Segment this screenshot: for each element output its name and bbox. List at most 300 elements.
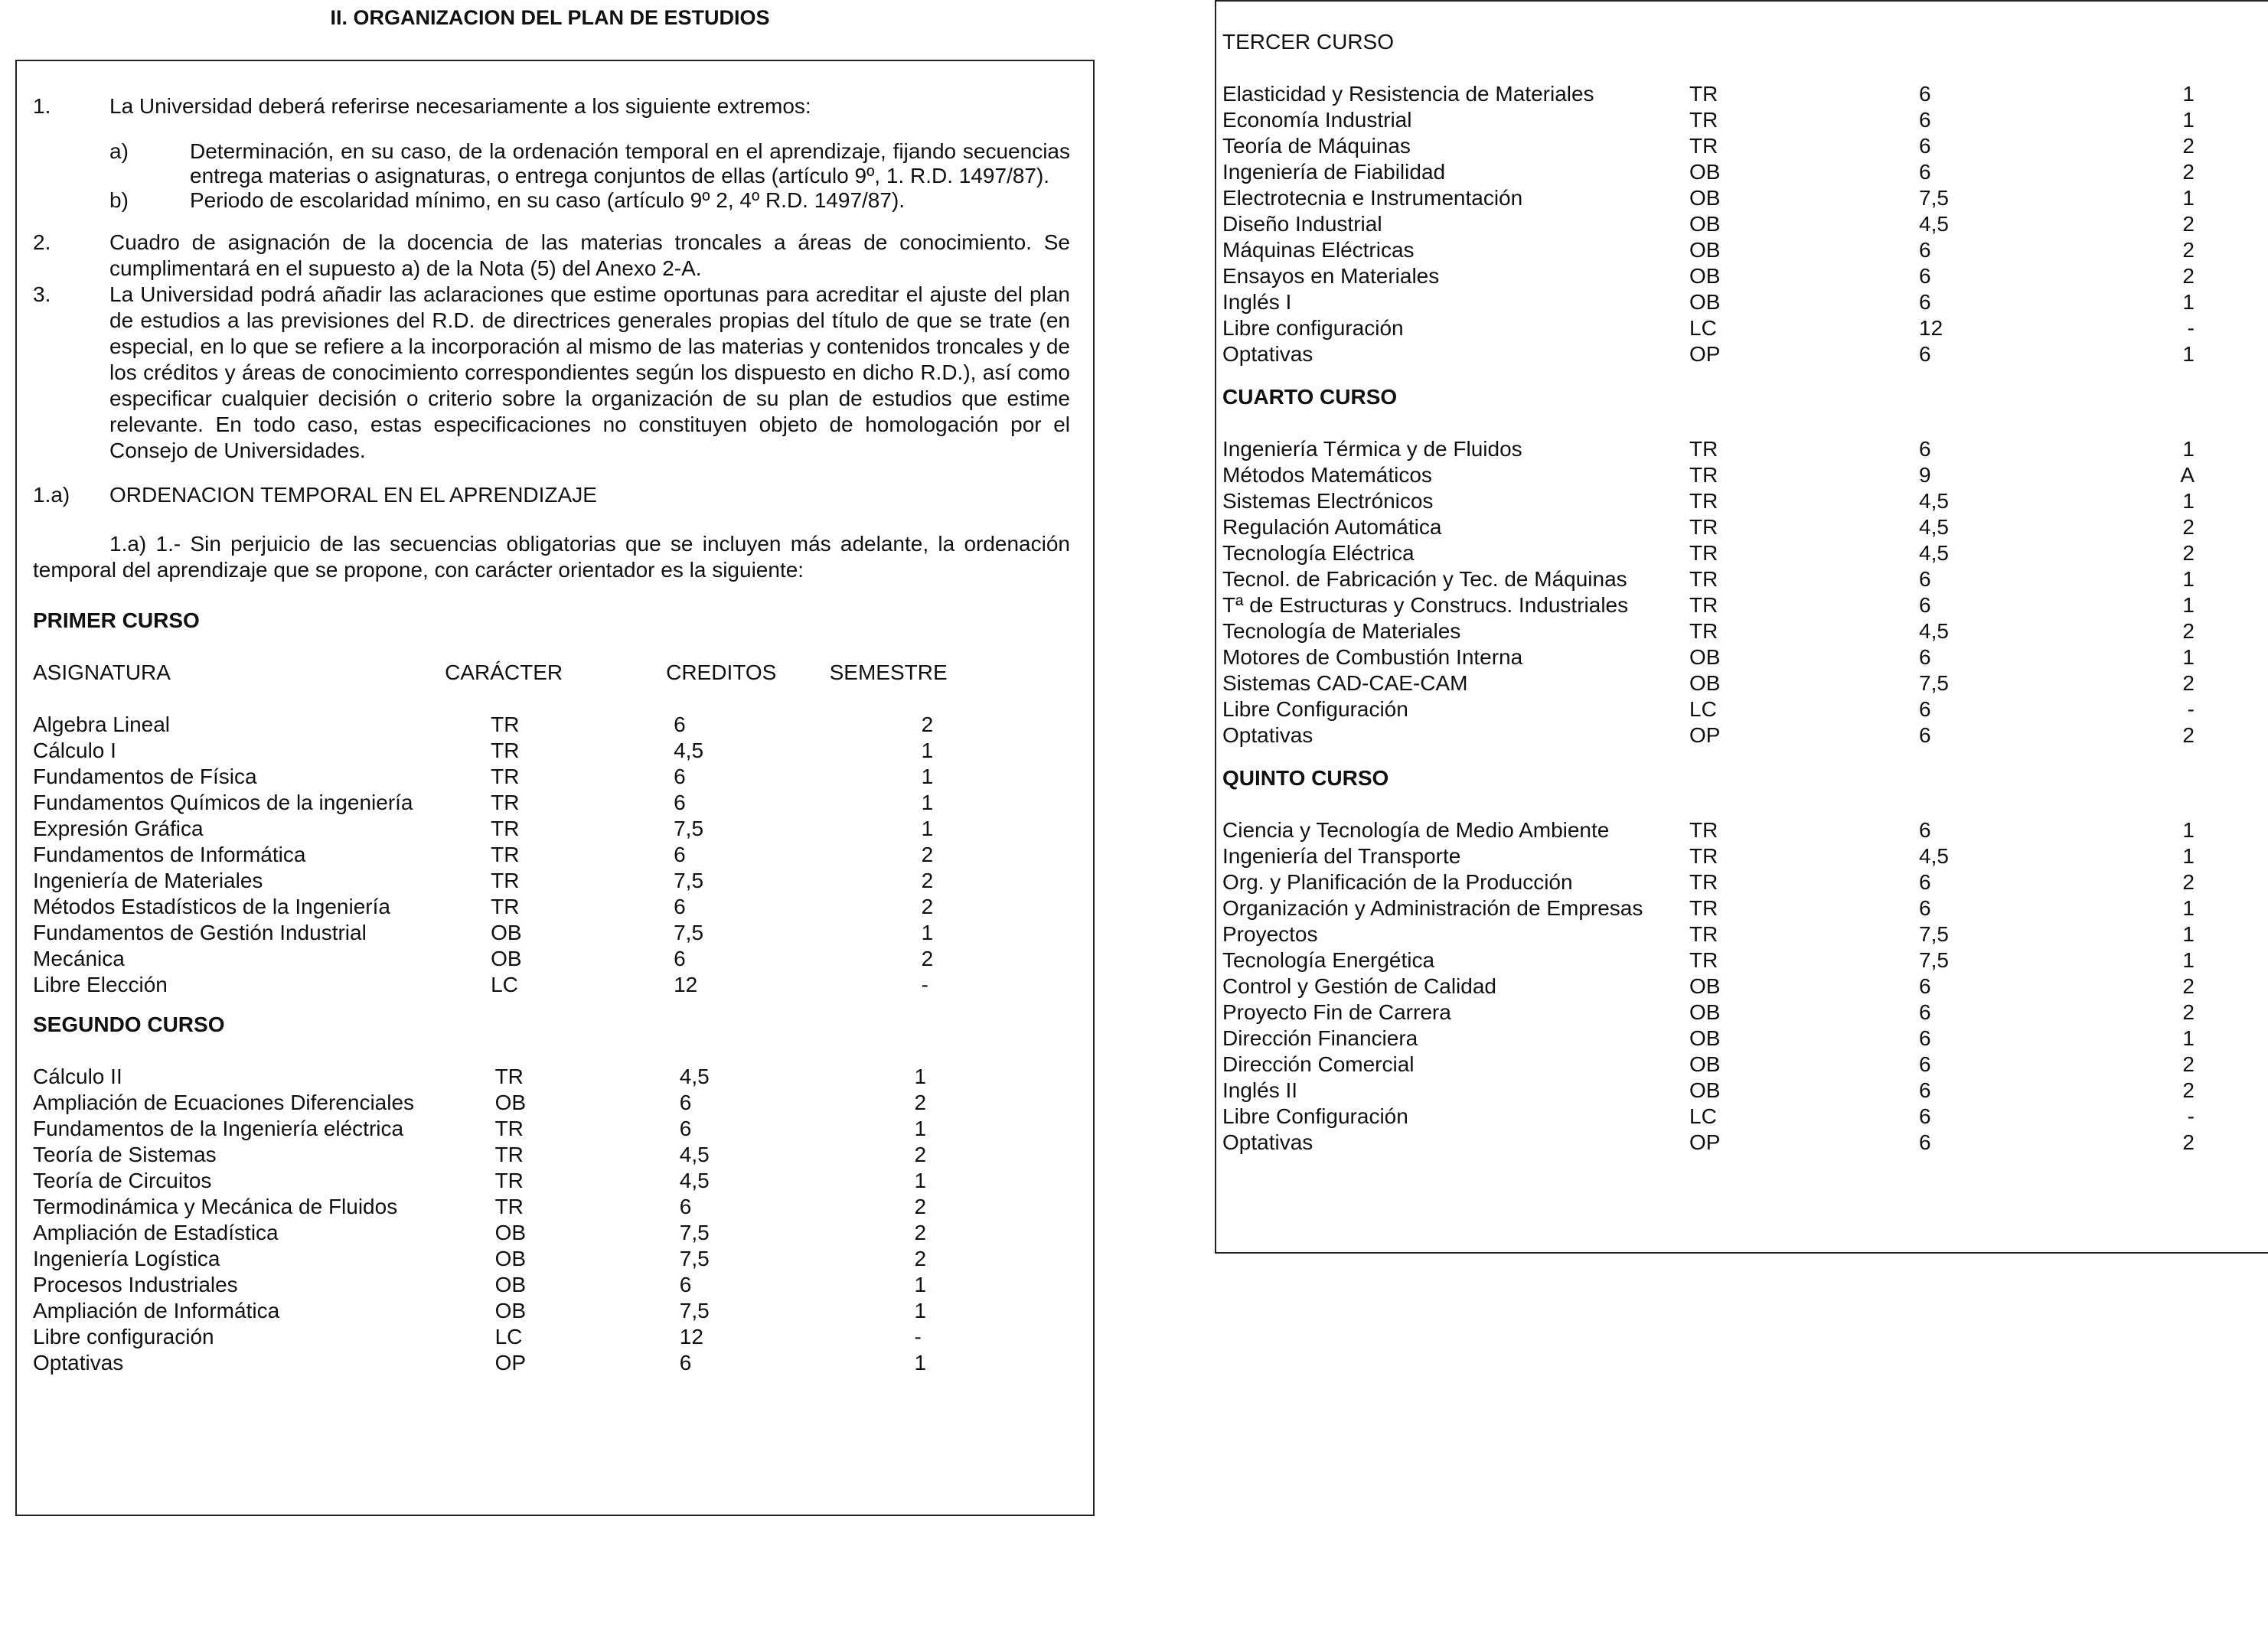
semester-cell: -: [914, 1325, 922, 1348]
character-cell: LC: [1689, 1104, 1717, 1128]
credits-cell: 7,5: [679, 1221, 710, 1244]
item-3: [33, 282, 1070, 464]
subject-cell: Optativas: [1222, 723, 1313, 747]
subject-cell: Elasticidad y Resistencia de Materiales: [1222, 82, 1594, 106]
subitem-letter: b): [109, 188, 129, 212]
credits-cell: 6: [1919, 974, 1931, 998]
character-cell: OP: [494, 1351, 527, 1374]
subitem-letter: a): [109, 139, 129, 163]
character-cell: OB: [494, 1221, 527, 1244]
table-row: [33, 1064, 1036, 1090]
subject-cell: Ampliación de Ecuaciones Diferenciales: [33, 1091, 415, 1114]
character-cell: TR: [1689, 922, 1718, 946]
header-credits: CREDITOS: [666, 660, 777, 684]
semester-cell: 1: [914, 1351, 927, 1374]
character-cell: TR: [1689, 515, 1718, 539]
table-row: [1222, 1078, 2195, 1104]
credits-cell: 6: [679, 1195, 692, 1218]
character-cell: TR: [1689, 463, 1718, 487]
table-row: [1222, 592, 2195, 618]
item-1: [33, 93, 1070, 119]
year-heading: SEGUNDO CURSO: [33, 1013, 225, 1036]
table-row: [33, 868, 1036, 894]
subject-cell: Tecnología de Materiales: [1222, 619, 1461, 643]
subject-cell: Economía Industrial: [1222, 108, 1412, 132]
subject-cell: Sistemas Electrónicos: [1222, 489, 1434, 513]
semester-cell: 1: [2182, 108, 2195, 132]
character-cell: TR: [1689, 567, 1718, 591]
semester-cell: 2: [2182, 541, 2195, 565]
item-text: La Universidad deberá referirse necesariamente a los siguiente extremos:: [109, 94, 811, 118]
semester-cell: A: [2180, 463, 2195, 487]
semester-cell: 1: [2182, 342, 2195, 366]
subject-cell: Libre configuración: [33, 1325, 214, 1348]
year-heading: PRIMER CURSO: [33, 608, 200, 632]
subject-cell: Mecánica: [33, 947, 125, 970]
character-cell: OB: [1689, 1078, 1721, 1102]
table-row: [33, 712, 1036, 738]
table-row: [1222, 670, 2195, 696]
table-row: [1222, 81, 2195, 107]
subject-cell: Tecnol. de Fabricación y Tec. de Máquinas: [1222, 567, 1627, 591]
subject-cell: Teoría de Máquinas: [1222, 134, 1411, 158]
credits-cell: 6: [1919, 437, 1931, 461]
credits-cell: 6: [674, 947, 686, 970]
table-row: [1222, 869, 2195, 895]
primer-curso-table: [33, 660, 1036, 998]
credits-cell: 7,5: [679, 1299, 710, 1322]
credits-cell: 4,5: [679, 1169, 710, 1192]
table-row: [1222, 341, 2195, 367]
semester-cell: 2: [2182, 619, 2195, 643]
section-title: ORDENACION TEMPORAL EN EL APRENDIZAJE: [109, 483, 597, 507]
table-row: [1222, 1130, 2195, 1156]
character-cell: TR: [491, 765, 520, 788]
item-text: Cuadro de asignación de la docencia de las materias troncales a áreas de conocimiento. Se cumplimentará en el supuesto a) de la Nota (5) del Anexo 2-A.: [109, 230, 1070, 280]
table-row: [33, 946, 1036, 972]
subject-cell: Ampliación de Estadística: [33, 1221, 279, 1244]
segundo-curso-table: [33, 1064, 1036, 1376]
semester-cell: 2: [2182, 974, 2195, 998]
character-cell: OP: [1689, 342, 1721, 366]
semester-cell: -: [2187, 697, 2195, 721]
table-row: [1222, 843, 2195, 869]
table-row: [1222, 436, 2195, 462]
semester-cell: 1: [2182, 896, 2195, 920]
semester-cell: 1: [2182, 593, 2195, 617]
credits-cell: 6: [674, 895, 686, 918]
character-cell: TR: [491, 895, 520, 918]
character-cell: OB: [494, 1299, 527, 1322]
subject-cell: Org. y Planificación de la Producción: [1222, 870, 1573, 894]
table-row: [1222, 921, 2195, 947]
year-heading: CUARTO CURSO: [1222, 385, 1398, 409]
table-row: [1222, 566, 2195, 592]
credits-cell: 4,5: [674, 739, 704, 762]
credits-cell: 6: [1919, 134, 1931, 158]
subject-cell: Métodos Matemáticos: [1222, 463, 1432, 487]
subject-cell: Proyectos: [1222, 922, 1318, 946]
character-cell: OB: [1689, 186, 1721, 210]
semester-cell: 2: [914, 1143, 927, 1166]
character-cell: TR: [1689, 489, 1718, 513]
credits-cell: 12: [679, 1325, 703, 1348]
character-cell: TR: [491, 869, 520, 892]
character-cell: LC: [491, 973, 518, 996]
semester-cell: 1: [921, 791, 934, 814]
semester-cell: 2: [2182, 264, 2195, 288]
character-cell: OB: [1689, 974, 1721, 998]
table-row: [1222, 644, 2195, 670]
semester-cell: 2: [2182, 1000, 2195, 1024]
subject-cell: Fundamentos de Informática: [33, 843, 306, 866]
credits-cell: 4,5: [679, 1065, 710, 1088]
credits-cell: 6: [1919, 264, 1931, 288]
credits-cell: 6: [1919, 723, 1931, 747]
header-character: CARÁCTER: [445, 660, 563, 684]
subitem-text: Periodo de escolaridad mínimo, en su caso (artículo 9º 2, 4º R.D. 1497/87).: [190, 188, 906, 212]
semester-cell: 2: [2182, 1078, 2195, 1102]
credits-cell: 7,5: [1919, 922, 1949, 946]
credits-cell: 4,5: [1919, 515, 1949, 539]
character-cell: TR: [491, 817, 520, 840]
character-cell: TR: [1689, 818, 1718, 842]
subject-cell: Teoría de Circuitos: [33, 1169, 212, 1192]
subject-cell: Teoría de Sistemas: [33, 1143, 217, 1166]
character-cell: OB: [1689, 160, 1721, 184]
semester-cell: 2: [921, 947, 934, 970]
subject-cell: Diseño Industrial: [1222, 212, 1382, 236]
table-row: [33, 764, 1036, 790]
table-row: [33, 1116, 1036, 1142]
subject-cell: Motores de Combustión Interna: [1222, 645, 1523, 669]
semester-cell: 1: [2182, 645, 2195, 669]
semester-cell: 2: [2182, 134, 2195, 158]
semester-cell: 1: [921, 817, 934, 840]
semester-cell: 1: [2182, 948, 2195, 972]
table-row: [33, 738, 1036, 764]
credits-cell: 6: [674, 791, 686, 814]
table-row: [1222, 1052, 2195, 1078]
semester-cell: 2: [2182, 515, 2195, 539]
semester-cell: 2: [914, 1091, 927, 1114]
subject-cell: Tecnología Energética: [1222, 948, 1435, 972]
semester-cell: 1: [2182, 437, 2195, 461]
table-row: [1222, 237, 2195, 263]
item-text: La Universidad podrá añadir las aclaraciones que estime oportunas para acreditar el ajuste del plan de estudios a las previsiones del R.D. de directrices generales propias del título de que se trate (en especial, en lo que se refiere a la incorporación al mismo de las materias y contenidos troncales y de los créditos y áreas de conocimiento correspondientes según los dispuesto en dicho R.D.), así como especificar cualquier decisión o criterio sobre la organización de su plan de estudios que estime relevante. En todo caso, estas especificaciones no constituyen objeto de homologación por el Consejo de Universidades.: [109, 282, 1070, 462]
table-row: [1222, 618, 2195, 644]
credits-cell: 4,5: [1919, 212, 1949, 236]
character-cell: TR: [1689, 437, 1718, 461]
character-cell: OB: [1689, 238, 1721, 262]
table-row: [1222, 133, 2195, 159]
credits-cell: 6: [1919, 1078, 1931, 1102]
semester-cell: 1: [914, 1299, 927, 1322]
character-cell: OB: [1689, 1052, 1721, 1076]
semester-cell: 2: [2182, 1052, 2195, 1076]
credits-cell: 6: [1919, 818, 1931, 842]
table-row: [1222, 1026, 2195, 1052]
subject-cell: Tecnología Eléctrica: [1222, 541, 1415, 565]
subject-cell: Dirección Financiera: [1222, 1026, 1418, 1050]
table-row: [1222, 488, 2195, 514]
semester-cell: 2: [914, 1247, 927, 1270]
credits-cell: 7,5: [1919, 186, 1949, 210]
table-row: [1222, 817, 2195, 843]
character-cell: OB: [494, 1091, 527, 1114]
left-column: [33, 93, 1070, 1376]
subject-cell: Regulación Automática: [1222, 515, 1442, 539]
semester-cell: 1: [921, 739, 934, 762]
character-cell: TR: [1689, 896, 1718, 920]
table-row: [33, 1168, 1036, 1194]
subject-cell: Cálculo II: [33, 1065, 122, 1088]
semester-cell: 1: [914, 1169, 927, 1192]
table-row: [33, 1272, 1036, 1298]
semester-cell: 1: [921, 921, 934, 944]
subject-cell: Procesos Industriales: [33, 1273, 238, 1296]
subject-cell: Inglés I: [1222, 290, 1292, 314]
character-cell: OB: [494, 1273, 527, 1296]
semester-cell: 2: [921, 869, 934, 892]
credits-cell: 12: [1919, 316, 1943, 340]
credits-cell: 6: [674, 713, 686, 736]
intro-paragraph: 1.a) 1.- Sin perjuicio de las secuencias obligatorias que se incluyen más adelante, la ordenación temporal del aprendizaje que se propone, con carácter orientador es la siguiente:: [33, 532, 1070, 582]
character-cell: TR: [1689, 541, 1718, 565]
credits-cell: 4,5: [679, 1143, 710, 1166]
credits-cell: 6: [1919, 342, 1931, 366]
credits-cell: 4,5: [1919, 844, 1949, 868]
item-number: 2.: [33, 230, 51, 254]
credits-cell: 6: [1919, 1000, 1931, 1024]
semester-cell: 2: [2182, 212, 2195, 236]
character-cell: TR: [494, 1195, 524, 1218]
credits-cell: 6: [1919, 238, 1931, 262]
semester-cell: 1: [921, 765, 934, 788]
character-cell: TR: [491, 791, 520, 814]
semester-cell: 2: [2182, 870, 2195, 894]
table-row: [33, 1090, 1036, 1116]
table-row: [1222, 895, 2195, 921]
credits-cell: 6: [679, 1117, 692, 1140]
subject-cell: Libre Configuración: [1222, 1104, 1408, 1128]
subject-cell: Fundamentos de Gestión Industrial: [33, 921, 367, 944]
subject-cell: Ingeniería Logística: [33, 1247, 220, 1270]
table-row: [1222, 947, 2195, 973]
subject-cell: Métodos Estadísticos de la Ingeniería: [33, 895, 390, 918]
character-cell: TR: [1689, 82, 1718, 106]
credits-cell: 7,5: [674, 817, 704, 840]
credits-cell: 6: [679, 1351, 692, 1374]
item-number: 3.: [33, 282, 51, 306]
semester-cell: -: [2187, 316, 2195, 340]
character-cell: TR: [491, 739, 520, 762]
table-row: [1222, 540, 2195, 566]
subject-cell: Fundamentos de Física: [33, 765, 257, 788]
item-number: 1.: [33, 94, 51, 118]
character-cell: TR: [1689, 870, 1718, 894]
semester-cell: 1: [2182, 186, 2195, 210]
semester-cell: -: [2187, 1104, 2195, 1128]
semester-cell: 2: [2182, 160, 2195, 184]
table-row: [1222, 315, 2195, 341]
semester-cell: 1: [2182, 818, 2195, 842]
table-row: [1222, 1104, 2195, 1130]
semester-cell: 1: [2182, 489, 2195, 513]
subject-cell: Termodinámica y Mecánica de Fluidos: [33, 1195, 398, 1218]
credits-cell: 6: [679, 1091, 692, 1114]
character-cell: TR: [494, 1065, 524, 1088]
header-subject: ASIGNATURA: [33, 660, 171, 684]
semester-cell: 1: [2182, 922, 2195, 946]
subject-cell: Inglés II: [1222, 1078, 1298, 1102]
table-row: [33, 1142, 1036, 1168]
table-row: [33, 972, 1036, 998]
character-cell: TR: [491, 713, 520, 736]
semester-cell: 2: [2182, 1130, 2195, 1154]
table-row: [1222, 289, 2195, 315]
character-cell: TR: [491, 843, 520, 866]
character-cell: OB: [1689, 290, 1721, 314]
semester-cell: 2: [2182, 238, 2195, 262]
character-cell: LC: [1689, 316, 1717, 340]
credits-cell: 6: [1919, 1052, 1931, 1076]
subject-cell: Ingeniería Térmica y de Fluidos: [1222, 437, 1522, 461]
credits-cell: 6: [1919, 1130, 1931, 1154]
table-row: [33, 894, 1036, 920]
credits-cell: 6: [674, 843, 686, 866]
credits-cell: 6: [1919, 593, 1931, 617]
character-cell: LC: [1689, 697, 1717, 721]
table-row: [1222, 722, 2195, 748]
subject-cell: Máquinas Eléctricas: [1222, 238, 1415, 262]
semester-cell: -: [921, 973, 928, 996]
semester-cell: 2: [921, 843, 934, 866]
character-cell: TR: [1689, 134, 1718, 158]
cuarto-curso-table: [1222, 436, 2195, 748]
subject-cell: Ingeniería de Fiabilidad: [1222, 160, 1446, 184]
subject-cell: Libre Configuración: [1222, 697, 1408, 721]
credits-cell: 6: [1919, 290, 1931, 314]
subject-cell: Ensayos en Materiales: [1222, 264, 1440, 288]
semester-cell: 2: [2182, 671, 2195, 695]
credits-cell: 9: [1919, 463, 1931, 487]
credits-cell: 6: [1919, 1026, 1931, 1050]
character-cell: TR: [494, 1117, 524, 1140]
table-header-row: [33, 660, 1036, 686]
semester-cell: 2: [914, 1221, 927, 1244]
subject-cell: Electrotecnia e Instrumentación: [1222, 186, 1523, 210]
credits-cell: 7,5: [674, 869, 704, 892]
credits-cell: 6: [1919, 697, 1931, 721]
subject-cell: Algebra Lineal: [33, 713, 171, 736]
section-number: 1.a): [33, 483, 70, 507]
subject-cell: Libre configuración: [1222, 316, 1404, 340]
credits-cell: 4,5: [1919, 619, 1949, 643]
semester-cell: 1: [2182, 1026, 2195, 1050]
subject-cell: Control y Gestión de Calidad: [1222, 974, 1496, 998]
header-semester: SEMESTRE: [829, 660, 948, 684]
character-cell: OP: [1689, 723, 1721, 747]
character-cell: OB: [1689, 645, 1721, 669]
credits-cell: 12: [674, 973, 698, 996]
character-cell: TR: [1689, 108, 1718, 132]
table-row: [33, 790, 1036, 816]
subject-cell: Fundamentos de la Ingeniería eléctrica: [33, 1117, 404, 1140]
semester-cell: 1: [914, 1117, 927, 1140]
credits-cell: 4,5: [1919, 541, 1949, 565]
table-row: [33, 842, 1036, 868]
character-cell: TR: [1689, 844, 1718, 868]
table-row: [1222, 211, 2195, 237]
character-cell: OB: [494, 1247, 527, 1270]
table-row: [33, 816, 1036, 842]
subject-cell: Fundamentos Químicos de la ingeniería: [33, 791, 413, 814]
credits-cell: 6: [1919, 896, 1931, 920]
credits-cell: 6: [1919, 82, 1931, 106]
table-row: [33, 1194, 1036, 1220]
credits-cell: 6: [1919, 870, 1931, 894]
subject-cell: Cálculo I: [33, 739, 116, 762]
subject-cell: Ampliación de Informática: [33, 1299, 280, 1322]
subject-cell: Ingeniería del Transporte: [1222, 844, 1461, 868]
credits-cell: 6: [1919, 1104, 1931, 1128]
table-row: [1222, 462, 2195, 488]
credits-cell: 4,5: [1919, 489, 1949, 513]
character-cell: OP: [1689, 1130, 1721, 1154]
semester-cell: 2: [914, 1195, 927, 1218]
table-row: [1222, 185, 2195, 211]
credits-cell: 6: [679, 1273, 692, 1296]
table-row: [33, 1298, 1036, 1324]
character-cell: TR: [1689, 948, 1718, 972]
credits-cell: 7,5: [679, 1247, 710, 1270]
subject-cell: Optativas: [33, 1351, 124, 1374]
subject-cell: Expresión Gráfica: [33, 817, 204, 840]
character-cell: OB: [1689, 671, 1721, 695]
credits-cell: 6: [1919, 645, 1931, 669]
subject-cell: Ciencia y Tecnología de Medio Ambiente: [1222, 818, 1610, 842]
credits-cell: 6: [1919, 160, 1931, 184]
subject-cell: Ingeniería de Materiales: [33, 869, 263, 892]
character-cell: OB: [491, 921, 522, 944]
subitem-b: [33, 188, 1070, 213]
quinto-curso-table: [1222, 817, 2195, 1156]
character-cell: TR: [1689, 619, 1718, 643]
character-cell: LC: [494, 1325, 523, 1348]
table-row: [33, 1324, 1036, 1350]
character-cell: TR: [494, 1169, 524, 1192]
page-title: II. ORGANIZACION DEL PLAN DE ESTUDIOS: [330, 6, 770, 29]
table-row: [1222, 999, 2195, 1026]
subject-cell: Sistemas CAD-CAE-CAM: [1222, 671, 1468, 695]
subject-cell: Proyecto Fin de Carrera: [1222, 1000, 1451, 1024]
credits-cell: 7,5: [674, 921, 704, 944]
subject-cell: Tª de Estructuras y Construcs. Industriales: [1222, 593, 1629, 617]
subitem-a: [33, 139, 1070, 188]
credits-cell: 6: [674, 765, 686, 788]
character-cell: OB: [491, 947, 522, 970]
year-heading: QUINTO CURSO: [1222, 766, 1389, 790]
table-row: [1222, 159, 2195, 185]
subitem-text: Determinación, en su caso, de la ordenación temporal en el aprendizaje, fijando secuencias entrega materias o asignaturas, o entrega conjuntos de ellas (artículo 9º, 1. R.D. 1497/87).: [190, 139, 1070, 188]
credits-cell: 6: [1919, 108, 1931, 132]
semester-cell: 1: [2182, 82, 2195, 106]
subject-cell: Libre Elección: [33, 973, 168, 996]
character-cell: OB: [1689, 264, 1721, 288]
table-row: [1222, 514, 2195, 540]
character-cell: OB: [1689, 212, 1721, 236]
